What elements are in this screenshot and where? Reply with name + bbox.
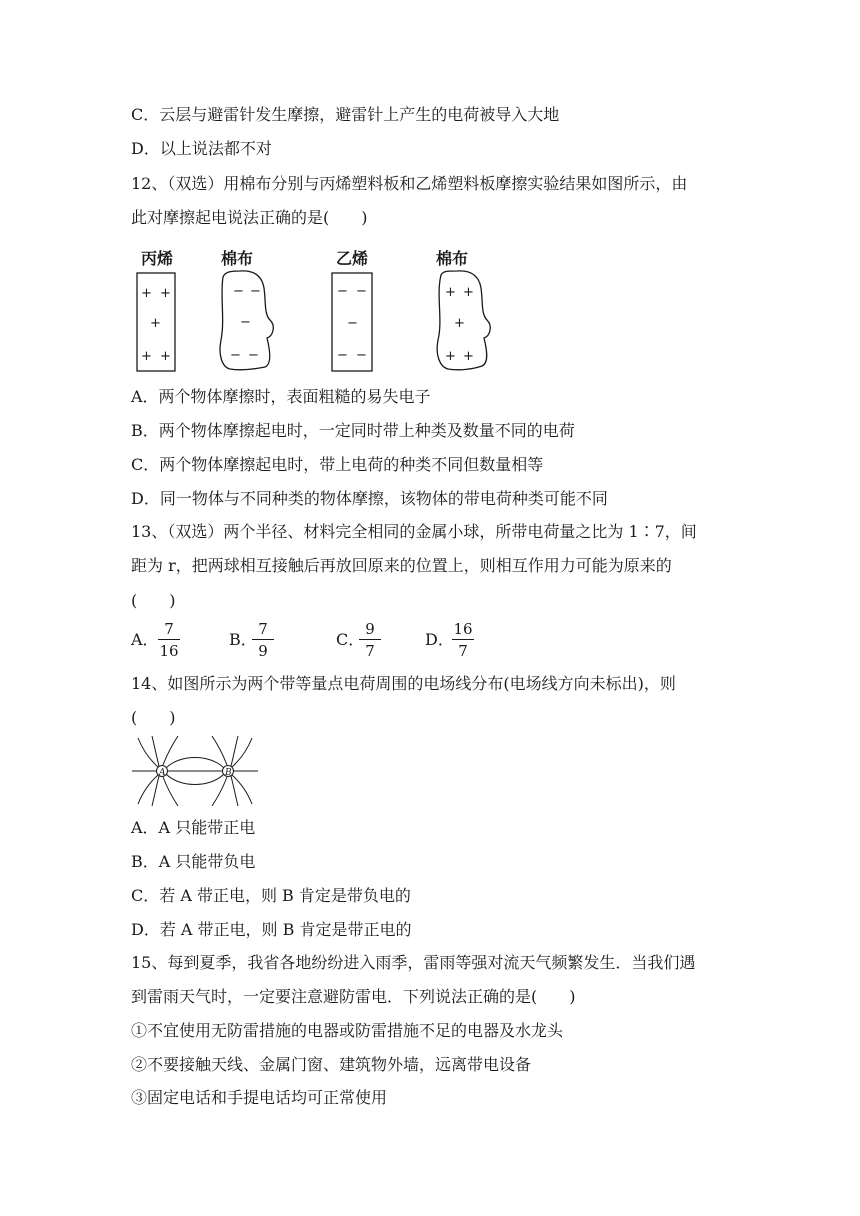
svg-text:−: − [347,316,358,331]
figure-label-cloth-1: 棉布 [221,249,254,268]
fraction: 9 7 [359,620,381,660]
svg-text:+: + [141,286,152,301]
svg-text:+: + [463,349,474,364]
svg-text:−: − [356,284,367,299]
svg-text:−: − [250,284,261,299]
svg-text:−: − [248,348,259,363]
svg-text:+: + [160,349,171,364]
q12-option-d: D．同一物体与不同种类的物体摩擦，该物体的带电荷种类可能不同 [131,489,608,508]
q15-item-2: ②不要接触天线、金属门窗、建筑物外墙，远离带电设备 [131,1055,532,1074]
q12-stem-line1: 12、（双选）用棉布分别与丙烯塑料板和乙烯塑料板摩擦实验结果如图所示，由 [131,174,688,193]
q14-stem-line1: 14、如图所示为两个带等量点电荷周围的电场线分布(电场线方向未标出)，则 [131,674,676,693]
svg-text:−: − [337,284,348,299]
q13-stem-line2: 距为 r，把两球相互接触后再放回原来的位置上，则相互作用力可能为原来的 [131,556,672,575]
q12-option-b: B．两个物体摩擦起电时，一定同时带上种类及数量不同的电荷 [131,421,575,440]
q14-option-c: C．若 A 带正电，则 B 肯定是带负电的 [131,886,411,905]
charge-b-label: B [225,768,232,778]
q14-field-lines-figure [130,736,260,806]
figure-label-propylene: 丙烯 [141,249,174,268]
friction-drawing [130,240,510,380]
svg-text:+: + [445,285,456,300]
q11-option-c: C．云层与避雷针发生摩擦，避雷针上产生的电荷被导入大地 [131,105,560,124]
fraction: 7 9 [252,620,274,660]
q14-option-d: D．若 A 带正电，则 B 肯定是带正电的 [131,920,412,939]
q13-stem-line3: ( ) [131,591,176,610]
fraction: 7 16 [159,620,179,660]
svg-text:+: + [445,349,456,364]
q12-option-c: C．两个物体摩擦起电时，带上电荷的种类不同但数量相等 [131,455,544,474]
q14-option-b: B．A 只能带负电 [131,852,256,871]
q11-option-d: D．以上说法都不对 [131,139,272,158]
figure-label-ethylene: 乙烯 [336,249,369,268]
svg-text:−: − [240,315,251,330]
svg-text:−: − [337,348,348,363]
q15-stem-line2: 到雷雨天气时，一定要注意避防雷电．下列说法正确的是( ) [131,987,576,1006]
svg-text:−: − [230,348,241,363]
q12-stem-line2: 此对摩擦起电说法正确的是( ) [131,208,368,227]
svg-text:+: + [160,286,171,301]
q14-stem-line2: ( ) [131,708,176,727]
q14-option-a: A．A 只能带正电 [131,818,256,837]
svg-text:+: + [141,349,152,364]
figure-label-cloth-2: 棉布 [436,249,469,268]
charge-a-label: A [159,768,166,778]
q12-option-a: A．两个物体摩擦时，表面粗糙的易失电子 [131,387,431,406]
q12-friction-figure [130,240,510,380]
q13-stem-line1: 13、（双选）两个半径、材料完全相同的金属小球，所带电荷量之比为 1∶7，间 [131,522,697,541]
q15-item-3: ③固定电话和手提电话均可正常使用 [131,1088,388,1107]
svg-text:−: − [356,348,367,363]
electric-field-diagram [130,736,260,806]
q15-stem-line1: 15、每到夏季，我省各地纷纷进入雨季，雷雨等强对流天气频繁发生．当我们遇 [131,953,696,972]
q15-item-1: ①不宜使用无防雷措施的电器或防雷措施不足的电器及水龙头 [131,1021,564,1040]
svg-text:+: + [454,316,465,331]
svg-text:+: + [463,285,474,300]
fraction: 16 7 [453,620,473,660]
svg-text:+: + [150,316,161,331]
svg-text:−: − [233,284,244,299]
